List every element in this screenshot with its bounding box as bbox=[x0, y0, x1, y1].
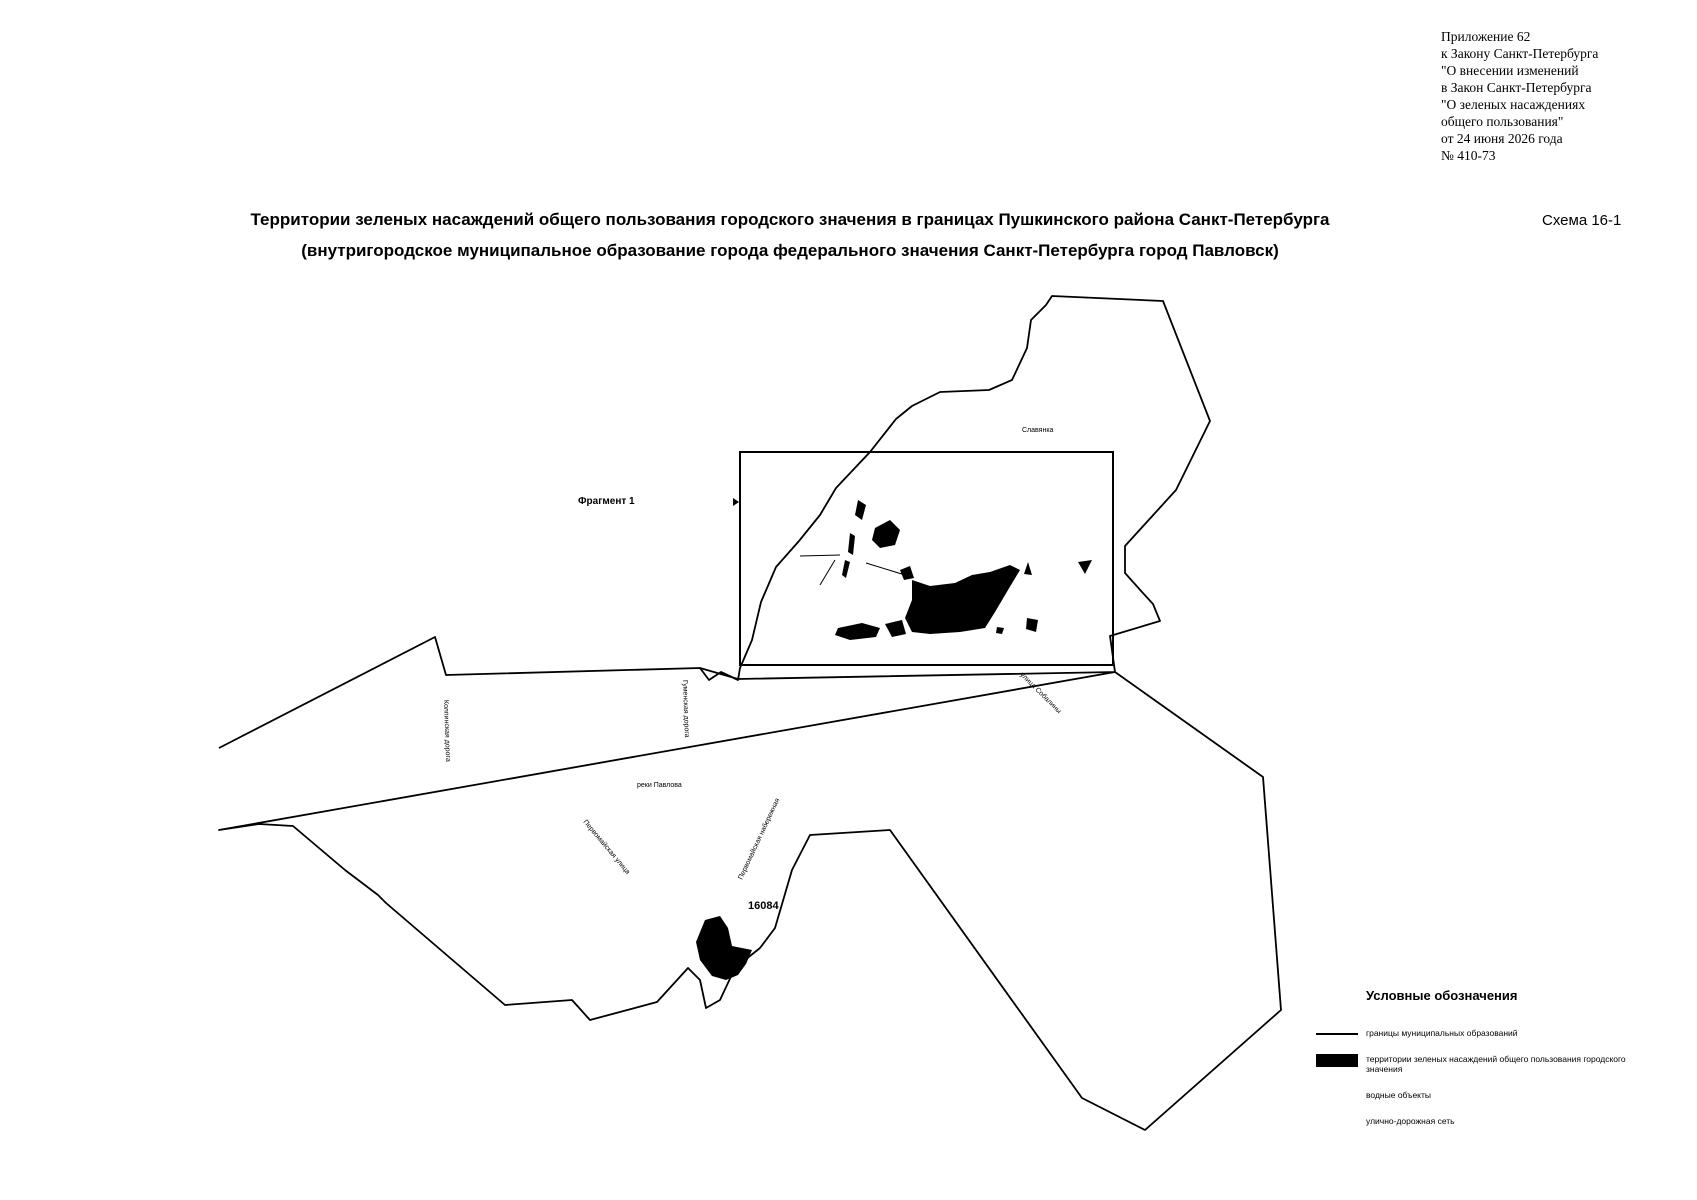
appendix-line: в Закон Санкт-Петербурга bbox=[1441, 80, 1592, 95]
legend-title: Условные обозначения bbox=[1366, 988, 1518, 1003]
appendix-line: "О внесении изменений bbox=[1441, 63, 1579, 78]
green-territories-fragment bbox=[835, 500, 1092, 640]
label-pervomaiskaya: Первомайская улица bbox=[581, 818, 631, 876]
green-area-north bbox=[872, 520, 900, 548]
label-lenin: реки Павлова bbox=[637, 782, 682, 789]
green-area-sw bbox=[885, 620, 906, 637]
green-area-strip2 bbox=[842, 560, 850, 578]
legend-label: водные объекты bbox=[1366, 1090, 1431, 1100]
label-pervomaiskaya2: Первомайская набережная bbox=[737, 797, 782, 881]
legend-label: границы муниципальных образований bbox=[1366, 1028, 1518, 1038]
label-gumenskaya: Гуменская дорога bbox=[681, 679, 691, 738]
boundary-line-swatch-icon bbox=[1316, 1033, 1358, 1035]
label-site-16084: 16084 bbox=[748, 900, 779, 912]
label-kolpinskaya: Колпинская дорога bbox=[442, 699, 452, 762]
fragment-lines bbox=[800, 555, 905, 585]
green-area-small2 bbox=[1024, 562, 1032, 575]
green-area-north2 bbox=[855, 500, 866, 520]
appendix-line: "О зеленых насаждениях bbox=[1441, 97, 1586, 112]
legend-label: улично-дорожная сеть bbox=[1366, 1116, 1455, 1126]
fragment-pointer-icon bbox=[733, 498, 739, 506]
green-area-16084 bbox=[696, 916, 752, 980]
appendix-line: № 410-73 bbox=[1441, 148, 1496, 163]
green-area-strip bbox=[848, 533, 855, 555]
green-area-dot bbox=[996, 627, 1004, 634]
label-sobornaya: улица Собалины bbox=[1018, 671, 1063, 716]
scheme-label: Схема 16-1 bbox=[1542, 212, 1622, 229]
appendix-line: Приложение 62 bbox=[1441, 29, 1531, 44]
label-fragment-1: Фрагмент 1 bbox=[578, 496, 635, 507]
green-fill-swatch-icon bbox=[1316, 1054, 1358, 1067]
municipal-boundary bbox=[219, 296, 1281, 1130]
green-area-small1 bbox=[900, 566, 914, 580]
green-area-main bbox=[905, 565, 1020, 634]
green-area-west bbox=[835, 623, 880, 640]
appendix-line: к Закону Санкт-Петербурга bbox=[1441, 46, 1599, 61]
green-area-far-east bbox=[1078, 560, 1092, 574]
page-subtitle: (внутригородское муниципальное образование города федерального значения Санкт-Петербурга город Павловск) bbox=[301, 241, 1279, 260]
green-area-east bbox=[1026, 618, 1038, 632]
appendix-line: общего пользования" bbox=[1441, 114, 1564, 129]
legend-label: территории зеленых насаждений общего пользования городского значения bbox=[1366, 1054, 1626, 1074]
appendix-line: от 24 июня 2026 года bbox=[1441, 131, 1563, 146]
label-slavyanka: Славянка bbox=[1022, 427, 1054, 434]
page-title: Территории зеленых насаждений общего пользования городского значения в границах Пушкинского района Санкт-Петербурга bbox=[250, 210, 1330, 229]
